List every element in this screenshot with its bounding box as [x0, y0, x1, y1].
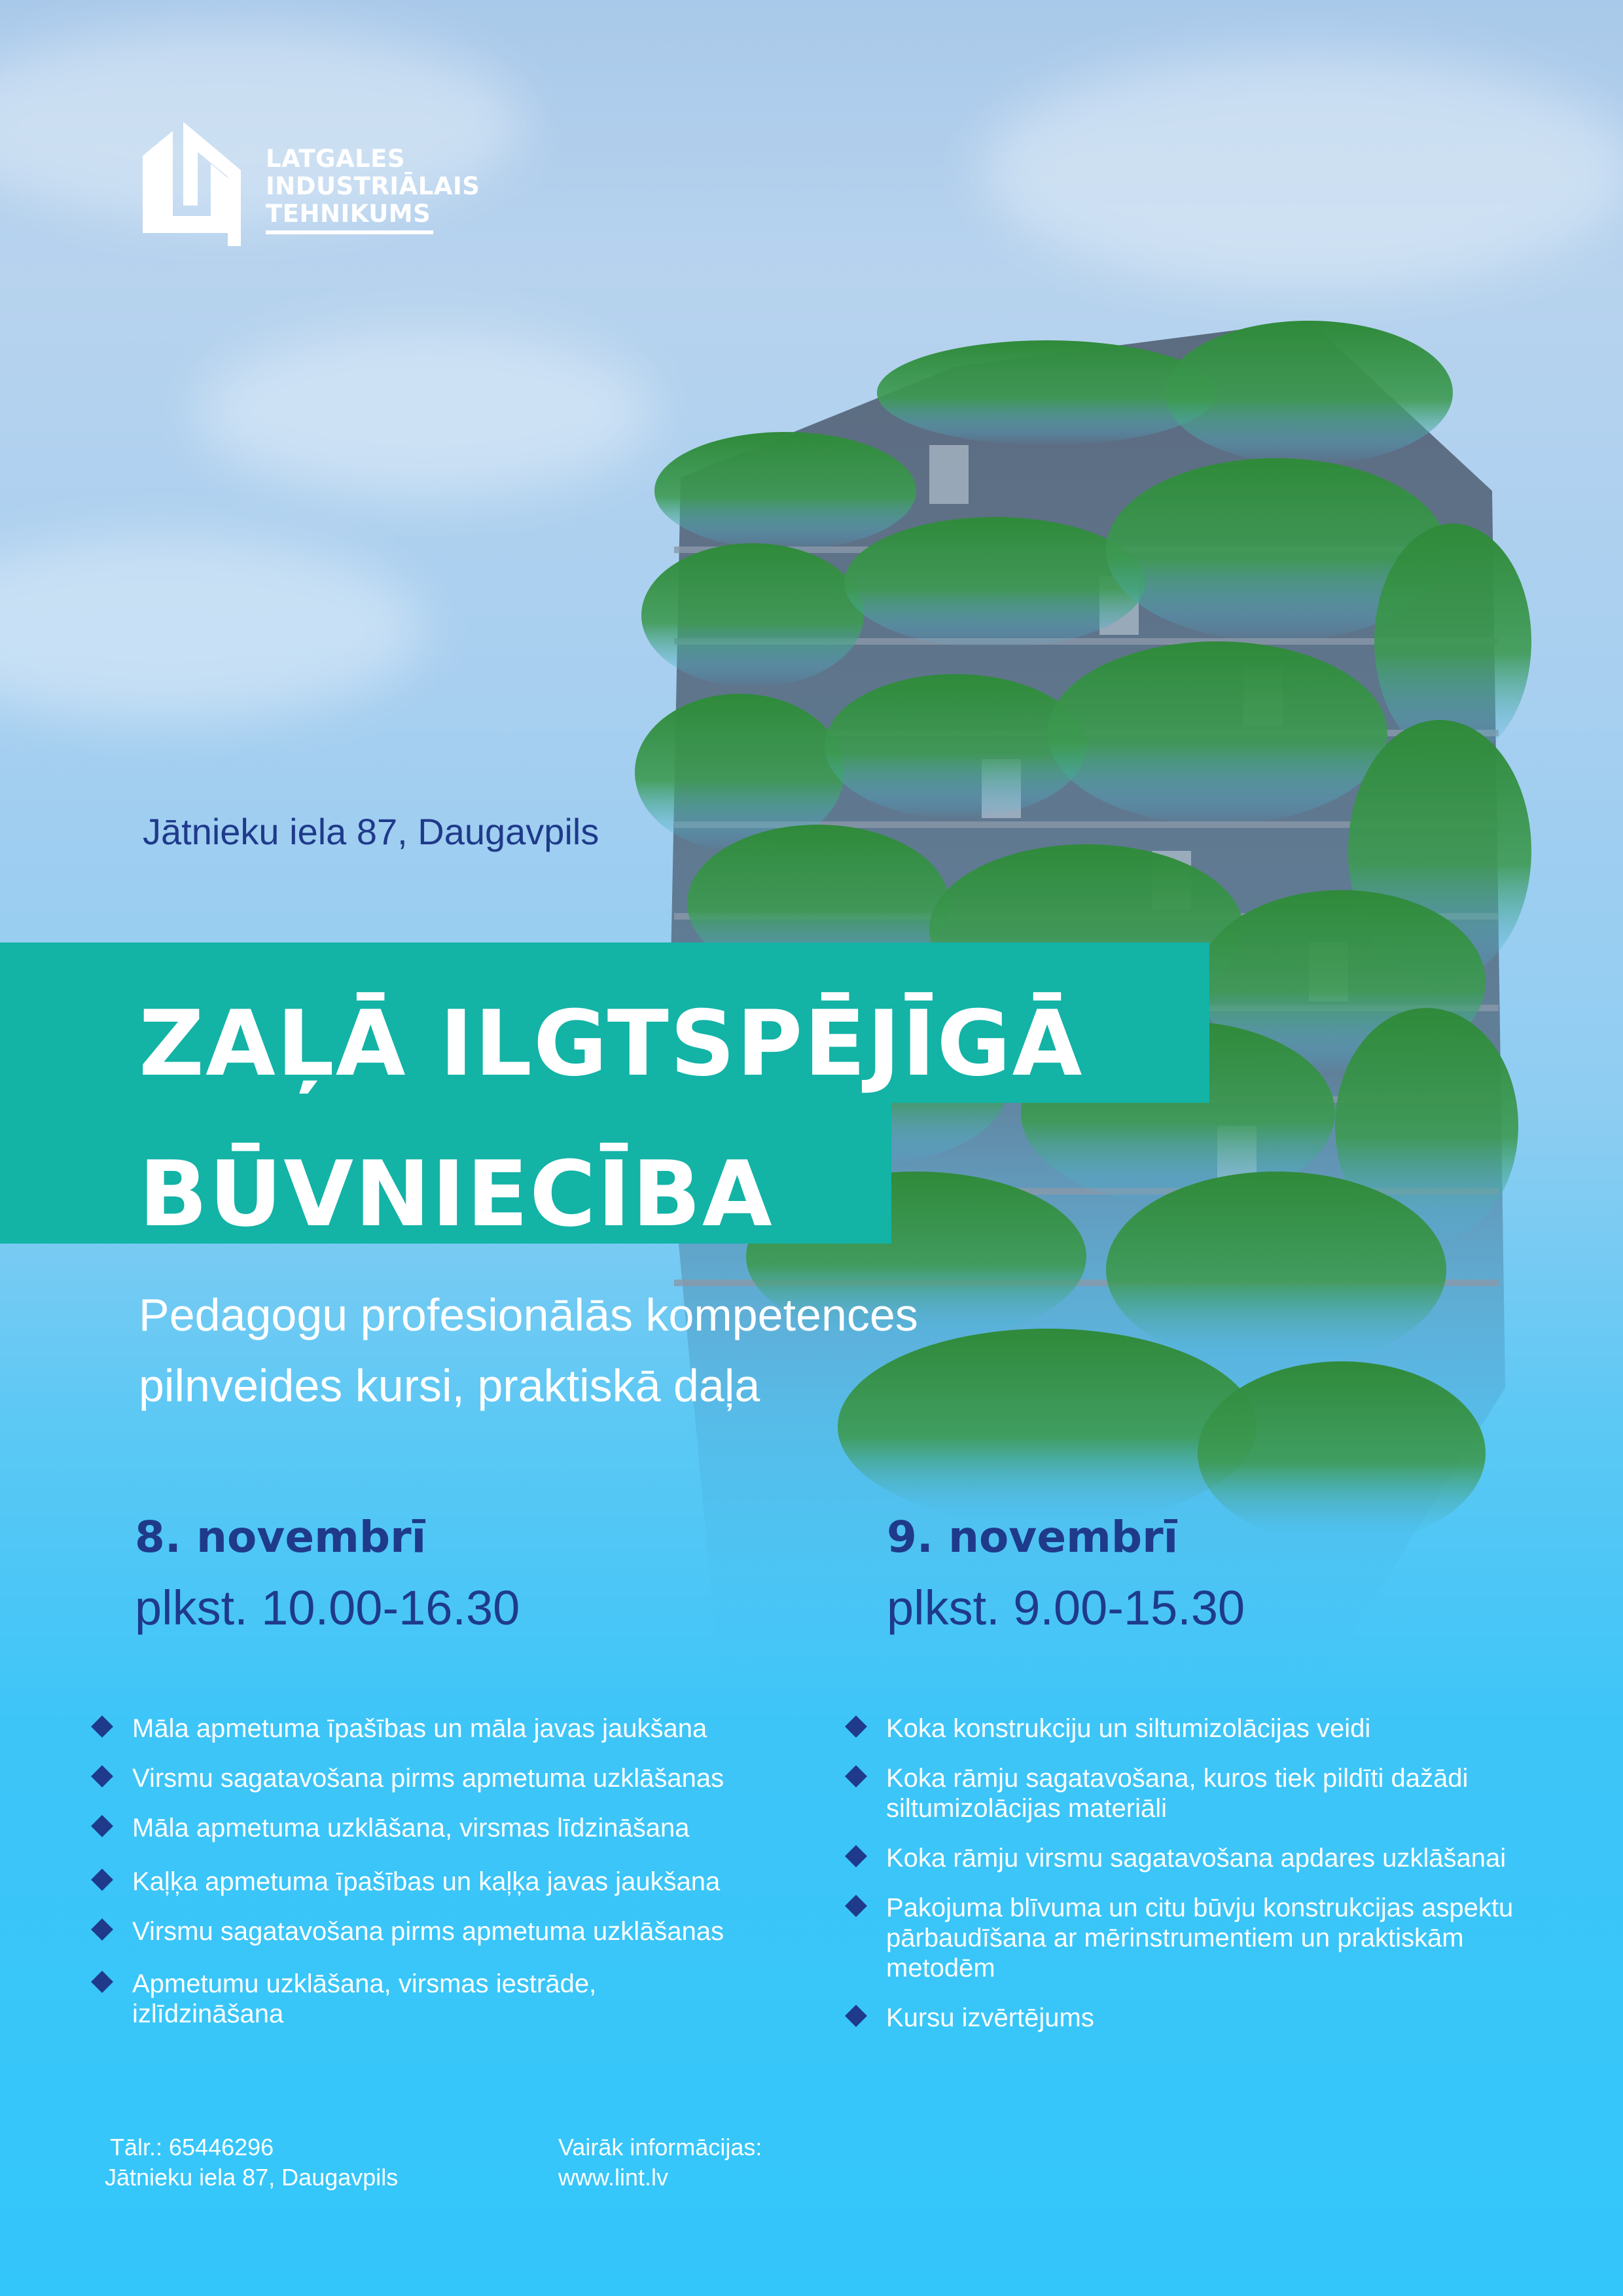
day2-time: plkst. 9.00-15.30	[887, 1581, 1245, 1635]
footer-more-info	[558, 2132, 762, 2193]
footer-website-link[interactable]: www.lint.lv	[558, 2164, 669, 2191]
subtitle-line-2: pilnveides kursi, praktiskā daļa	[139, 1360, 760, 1411]
topic-text: Koka konstrukciju un siltumizolācijas veidi	[886, 1714, 1371, 1743]
topic-list-item	[92, 1916, 838, 1946]
day1-date: 8. novembrī	[135, 1512, 427, 1562]
diamond-bullet-icon	[845, 1765, 867, 1787]
venue-address: Jātnieku iela 87, Daugavpils	[143, 811, 599, 852]
diamond-bullet-icon	[91, 1815, 113, 1837]
poster-title	[139, 969, 1083, 1270]
topic-list-item	[92, 1813, 838, 1843]
topic-text: Virsmu sagatavošana pirms apmetuma uzklāšanas	[132, 1917, 724, 1946]
logo-line-2: INDUSTRIĀLAIS	[266, 172, 480, 200]
topic-text: siltumizolācijas materiāli	[886, 1794, 1168, 1823]
cloud-decoration	[196, 327, 654, 497]
diamond-bullet-icon	[845, 2005, 867, 2027]
topic-text: Pakojuma blīvuma un citu būvju konstrukcijas aspektu	[886, 1893, 1514, 1922]
footer-more-label: Vairāk informācijas:	[558, 2134, 762, 2161]
logo-wordmark	[266, 145, 480, 228]
house-logo-icon	[143, 118, 241, 246]
diamond-bullet-icon	[91, 1715, 113, 1738]
diamond-bullet-icon	[91, 1918, 113, 1941]
topic-text: Koka rāmju sagatavošana, kuros tiek pildīti dažādi	[886, 1764, 1469, 1793]
topic-text: Virsmu sagatavošana pirms apmetuma uzklāšanas	[132, 1764, 724, 1793]
footer-contact	[105, 2132, 398, 2193]
topic-text: Kaļķa apmetuma īpašības un kaļķa javas jaukšana	[132, 1867, 721, 1896]
topic-list-item	[92, 1969, 838, 2029]
cloud-decoration	[982, 52, 1623, 288]
subtitle-line-1: Pedagogu profesionālās kompetences	[139, 1289, 918, 1340]
topic-text: Koka rāmju virsmu sagatavošana apdares uzklāšanai	[886, 1844, 1507, 1873]
day1-topics-list	[92, 1713, 838, 2049]
topic-list-item	[92, 1763, 838, 1793]
topic-list-item	[846, 1893, 1592, 1983]
topic-list-item	[846, 2003, 1592, 2033]
topic-text: Apmetumu uzklāšana, virsmas iestrāde,	[132, 1969, 597, 1998]
footer-address: Jātnieku iela 87, Daugavpils	[105, 2164, 399, 2191]
diamond-bullet-icon	[91, 1765, 113, 1787]
topic-list-item	[846, 1763, 1592, 1823]
topic-text: izlīdzināšana	[132, 2000, 284, 2028]
topic-text: Kursu izvērtējums	[886, 2003, 1094, 2032]
diamond-bullet-icon	[91, 1971, 113, 1993]
day1-time: plkst. 10.00-16.30	[135, 1581, 520, 1635]
diamond-bullet-icon	[845, 1895, 867, 1917]
cloud-decoration	[0, 537, 425, 720]
title-line-2: BŪVNIECĪBA	[139, 1141, 774, 1247]
topic-text: Māla apmetuma uzklāšana, virsmas līdzināšana	[132, 1814, 690, 1842]
footer-phone: Tālr.: 65446296	[110, 2134, 274, 2161]
diamond-bullet-icon	[845, 1715, 867, 1738]
logo-line-3: TEHNIKUMS	[266, 200, 431, 228]
topic-list-item	[92, 1867, 838, 1897]
diamond-bullet-icon	[91, 1869, 113, 1891]
topic-list-item	[92, 1713, 838, 1744]
title-line-1: ZAĻĀ ILGTSPĒJĪGĀ	[139, 991, 1084, 1096]
topic-list-item	[846, 1713, 1592, 1744]
school-logo	[143, 118, 496, 249]
day2-date: 9. novembrī	[887, 1512, 1179, 1562]
diamond-bullet-icon	[845, 1845, 867, 1867]
topic-text: Māla apmetuma īpašības un māla javas jaukšana	[132, 1714, 707, 1743]
day2-topics-list	[846, 1713, 1592, 2053]
logo-line-1: LATGALES	[266, 145, 406, 173]
topic-list-item	[846, 1843, 1592, 1873]
poster-subtitle	[139, 1280, 1120, 1421]
logo-underline	[266, 230, 433, 234]
topic-text: metodēm	[886, 1954, 995, 1982]
topic-text: pārbaudīšana ar mērinstrumentiem un praktiskām	[886, 1924, 1464, 1952]
